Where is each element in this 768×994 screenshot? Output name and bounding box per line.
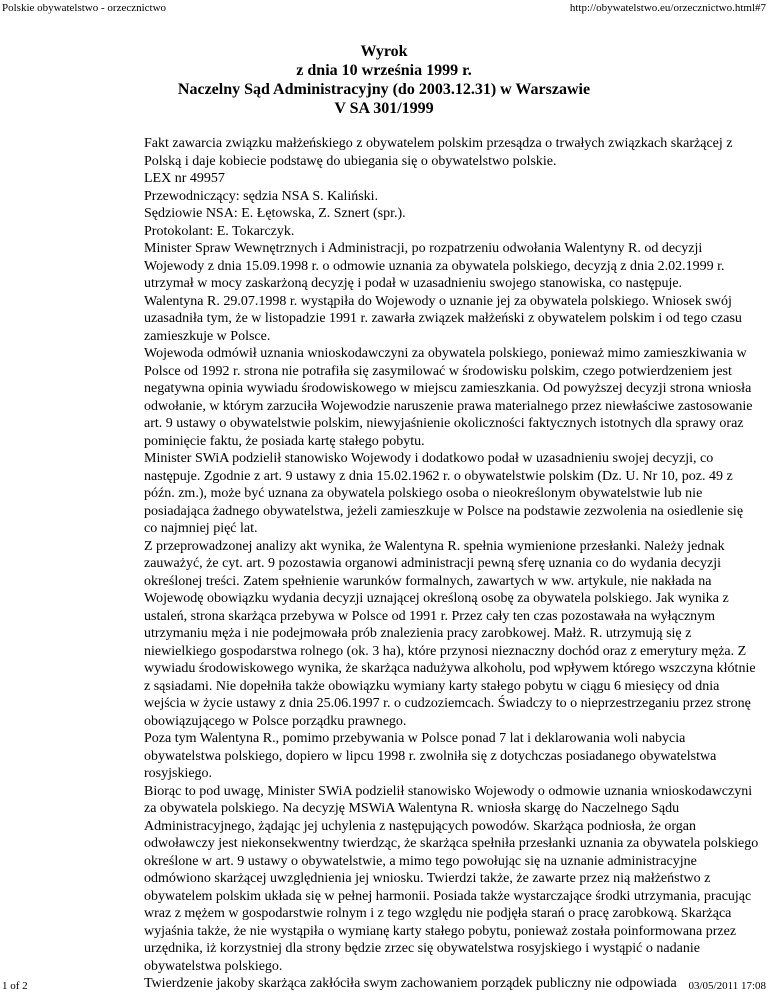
title-line-4: V SA 301/1999 [334,100,434,117]
body-paragraph: Minister SWiA podzielił stanowisko Wojewody i dodatkowo podał w uzasadnieniu swojej decyzji, co następuje. Zgodnie z art. 9 ustawy z dnia 15.02.1962 r. o obywatelstwie polskim (Dz. U. Nr 10, poz. 49 z późn. zm.), może być uznana za obywatela polskiego osoba o nieokreślonym obywatelstwie lub nie posiadająca żadnego obywatelstwa, jeżeli zamieszkuje w Polsce na podstawie zezwolenia na osiedlenie się co najmniej pięć lat. [144,451,744,536]
print-footer [2,978,766,992]
print-header [2,2,766,16]
body-paragraph: Wojewoda odmówił uznania wnioskodawczyni za obywatela polskiego, ponieważ mimo zamieszkiwania w Polsce od 1992 r. strona nie potrafiła się zasymilować w środowisku polskim, czego potwierdzeniem jest negatywna opinia wywiadu środowiskowego w miejscu zamieszkania. Od powyższej decyzji strona wniosła odwołanie, w którym zarzuciła Wojewodzie naruszenie prawa materialnego przez niewłaściwe zastosowanie art. 9 ustawy o obywatelstwie polskim, niewyjaśnienie okoliczności faktycznych istotnych dla sprawy oraz pominięcie faktu, że posiada kartę stałego pobytu. [144,346,753,449]
title-line-1: Wyrok [360,43,408,60]
body-paragraph: Twierdzenie jakoby skarżąca zakłóciła swym zachowaniem porządek publiczny nie odpowiada [144,976,677,991]
body-paragraph: Z przeprowadzonej analizy akt wynika, że Walentyna R. spełnia wymienione przesłanki. Należy jednak zauważyć, że cyt. art. 9 pozostawia organowi administracji pewną sferę uznania co do wydania decyzji określonej treści. Zatem spełnienie warunków formalnych, zawartych w ww. artykule, nie nakłada na Wojewodę obowiązku wydania decyzji uznającej określoną osobę za obywatela polskiego. Jak wynika z ustaleń, strona skarżąca przebywa w Polsce od 1991 r. Przez cały ten czas pozostawała na wyłącznym utrzymaniu męża i nie podejmowała prób znalezienia pracy zarobkowej. Małż. R. utrzymują się z niewielkiego gospodarstwa rolnego (ok. 3 ha), które przynosi nieznaczny dochód oraz z emerytury męża. Z wywiadu środowiskowego wynika, że skarżąca nadużywa alkoholu, pod wpływem którego wszczyna kłótnie z sąsiadami. Nie dopełniła także obowiązku wymiany karty stałego pobytu w ciągu 6 miesięcy od dnia wejścia w życie ustawy z dnia 25.06.1997 r. o cudzoziemcach. Świadczy to o nieprzestrzeganiu przez stronę obowiązującego w Polsce porządku prawnego. [144,538,756,729]
judges: Sędziowie NSA: E. Łętowska, Z. Sznert (spr.). [144,206,406,221]
body-paragraph: Walentyna R. 29.07.1998 r. wystąpiła do Wojewody o uznanie jej za obywatela polskiego. Wniosek swój uzasadniła tym, że w listopadzie 1991 r. zawarła związek małżeński z obywatelem polskim i od tego czasu zamieszkuje w Polsce. [144,293,742,344]
body-paragraph: Biorąc to pod uwagę, Minister SWiA podzielił stanowisko Wojewody o odmowie uznania wnioskodawczyni za obywatela polskiego. Na decyzję MSWiA Walentyna R. wniosła skargę do Naczelnego Sądu Administracyjnego, żądając jej uchylenia z następujących powodów. Skarżąca podniosła, że organ odwoławczy jest niekonsekwentny twierdząc, że skarżąca spełniła przesłanki uznania za obywatela polskiego określone w art. 9 ustawy o obywatelstwie, a mimo tego powołując się na uznanie administracyjne odmówiono skarżącej uwzględnienia jej wniosku. Twierdzi także, że zawarte przez nią małżeństwo z obywatelem polskim układa się w pełnej harmonii. Posiada także wystarczające środki utrzymania, pracując wraz z mężem w gospodarstwie rolnym i z tego względu nie podjęła starań o pracę zarobkową. Skarżąca wyjaśnia także, że nie wystąpiła o wymianę karty stałego pobytu, ponieważ została poinformowana przez urzędnika, iż korzystniej dla strony będzie zrzec się obywatelstwa rosyjskiego i wystąpić o nadanie obywatelstwa polskiego. [144,783,759,974]
thesis-paragraph: Fakt zawarcia związku małżeńskiego z obywatelem polskim przesądza o trwałych związkach skarżącej z Polską i daje kobiecie podstawę do ubiegania się o obywatelstwo polskie. [144,136,733,169]
title-line-3: Naczelny Sąd Administracyjny (do 2003.12.31) w Warszawie [177,81,591,98]
judgment-body [144,135,759,993]
body-paragraph: Poza tym Walentyna R., pomimo przebywania w Polsce ponad 7 lat i deklarowania woli nabycia obywatelstwa polskiego, dopiero w lipcu 1998 r. zwolniła się z dotychczas posiadanego obywatelstwa rosyjskiego. [144,731,717,781]
title-line-2: z dnia 10 września 1999 r. [296,62,472,79]
court-reporter: Protokolant: E. Tokarczyk. [144,223,295,239]
presiding-judge: Przewodniczący: sędzia NSA S. Kaliński. [144,188,379,204]
page-indicator: 1 of 2 [2,980,28,992]
print-datetime: 03/05/2011 17:08 [688,980,766,992]
lex-reference: LEX nr 49957 [144,171,225,186]
judgment-title [0,42,768,118]
print-header-title: Polskie obywatelstwo - orzecznictwo [2,2,167,14]
body-paragraph: Minister Spraw Wewnętrznych i Administracji, po rozpatrzeniu odwołania Walentyny R. od decyzji Wojewody z dnia 15.09.1998 r. o odmowie uznania za obywatela polskiego, decyzją z dnia 2.02.1999 r. utrzymał w mocy zaskarżoną decyzję i podał w uzasadnieniu swojego stanowiska, co następuje. [144,241,725,291]
print-header-url: http://obywatelstwo.eu/orzecznictwo.html#7 [569,2,766,14]
